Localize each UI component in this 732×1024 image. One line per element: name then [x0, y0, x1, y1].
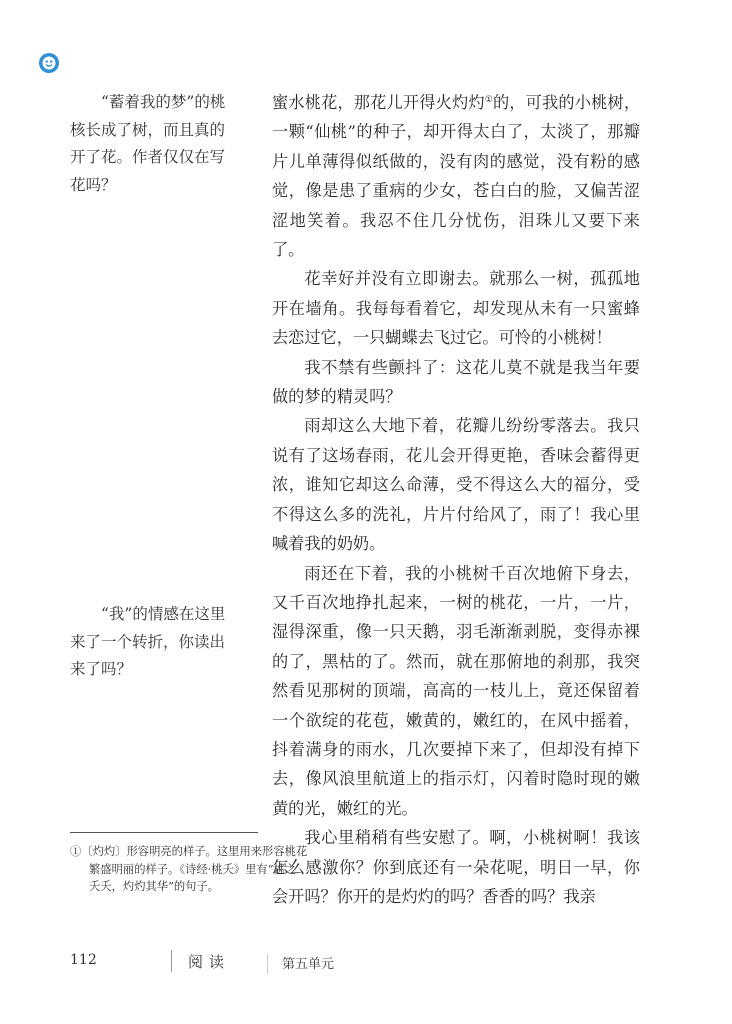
- paragraph-1: 蜜水桃花，那花儿开得火灼灼①的，可我的小桃树，一颗“仙桃”的种子，却开得太白了，太淡了，那瓣片儿单薄得似纸做的，没有肉的感觉，没有粉的感觉，像是患了重病的少女，苍白白的脸，又偏苦涩涩地笑着。我忍不住几分忧伤，泪珠儿又要下来了。: [272, 93, 641, 260]
- main-text: [272, 88, 640, 911]
- paragraph-6: 我心里稍稍有些安慰了。啊，小桃树啊！我该怎么感激你？你到底还有一朵花呢，明日一早，你会开吗？你开的是灼灼的吗？香香的吗？我亲: [272, 828, 640, 906]
- footnote-marker: ①: [484, 95, 493, 105]
- footnote-line: 繁盛明丽的样子。《诗经·桃夭》里有“桃之: [89, 862, 297, 876]
- unit-name: 第五单元: [282, 957, 335, 972]
- footnote-divider: [70, 832, 258, 833]
- footnote-line: 夭夭，灼灼其华”的句子。: [89, 880, 220, 893]
- page-footer: [70, 950, 670, 976]
- margin-note-question-1: [70, 89, 232, 199]
- footnote: [70, 843, 370, 896]
- footnote-line: ①〔灼灼〕形容明亮的样子。这里用来形容桃花: [70, 845, 308, 858]
- paragraph-3: 我不禁有些颤抖了：这花儿莫不就是我当年要做的梦的精灵吗？: [272, 357, 640, 407]
- paragraph-4: 雨却这么大地下着，花瓣儿纷纷零落去。我只说有了这场春雨，花儿会开得更艳，香味会蓄得更浓，谁知它却这么命薄，受不得这么大的福分，受不得这么多的洗礼，片片付给风了，雨了！我心里喊着我的奶奶。: [272, 416, 640, 554]
- margin-note-question-2: [70, 601, 232, 684]
- section-name: 阅读: [188, 953, 231, 971]
- footer-divider: [267, 954, 268, 974]
- margin-note-text: “我”的情感在这里来了一个转折，你读出来了吗？: [70, 605, 226, 678]
- footer-divider: [171, 950, 172, 972]
- page-number: 112: [70, 952, 97, 968]
- paragraph-5: 雨还在下着，我的小桃树千百次地俯下身去，又千百次地挣扎起来，一树的桃花，一片，一片，湿得深重，像一只天鹅，羽毛渐渐剥脱，变得赤裸的了，黑枯的了。然而，就在那俯地的刹那，我突然看见那树的顶端，高高的一枝儿上，竟还保留着一个欲绽的花苞，嫩黄的，嫩红的，在风中摇着，抖着满身的雨水，几次要掉下来了，但却没有掉下去，像风浪里航道上的指示灯，闪着时隐时现的嫩黄的光，嫩红的光。: [272, 563, 640, 818]
- margin-note-text: “蓄着我的梦”的桃核长成了树，而且真的开了花。作者仅仅在写花吗？: [70, 93, 226, 194]
- paragraph-2: 花幸好并没有立即谢去。就那么一树，孤孤地开在墙角。我每每看着它，却发现从未有一只蜜蜂去恋过它，一只蝴蝶去飞过它。可怜的小桃树！: [272, 269, 640, 348]
- smiley-icon: [38, 52, 60, 74]
